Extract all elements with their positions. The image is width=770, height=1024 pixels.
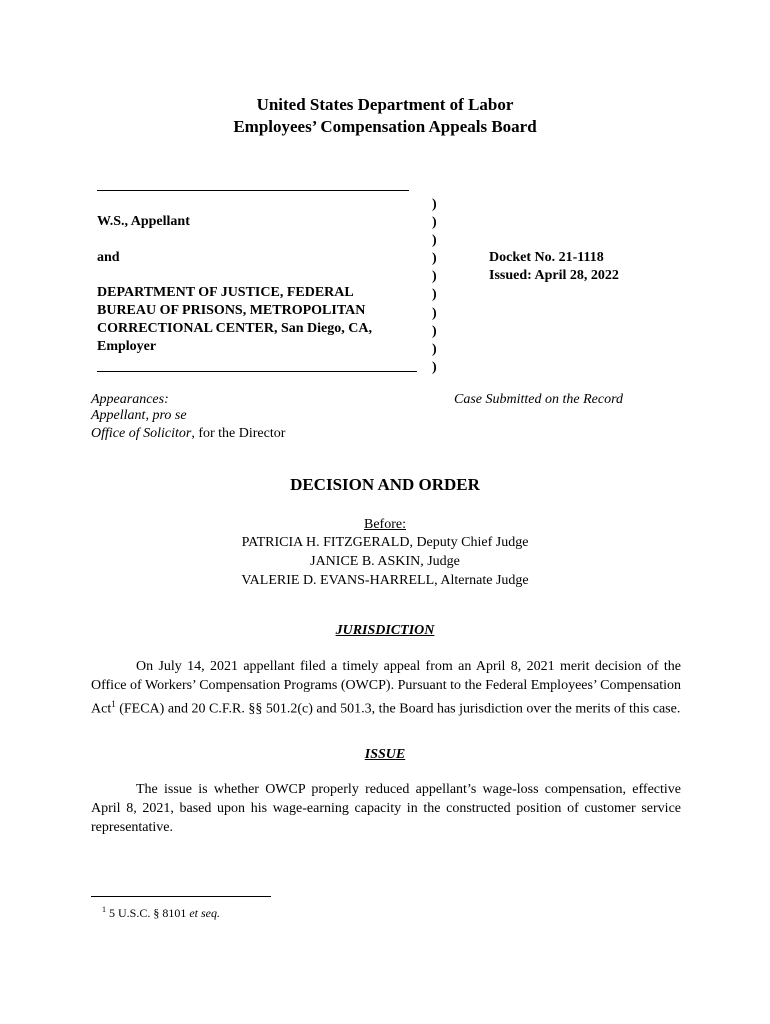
jurisdiction-text-b: (FECA) and 20 C.F.R. §§ 501.2(c) and 501.3, the Board has jurisdiction over the merits of this case.: [115, 701, 681, 717]
judge-3: VALERIE D. EVANS-HARRELL, Alternate Judge: [241, 573, 529, 588]
case-submitted-note: Case Submitted on the Record: [454, 392, 624, 407]
and-label: and: [97, 250, 120, 265]
appellant-name: W.S., Appellant: [97, 214, 190, 229]
issued-date: Issued: April 28, 2022: [489, 268, 619, 283]
caption-parentheses: [432, 196, 437, 377]
paren: ): [432, 341, 437, 357]
paren: ): [432, 305, 437, 321]
footnote-ref: 1: [111, 699, 116, 709]
employer-line-1: DEPARTMENT OF JUSTICE, FEDERAL: [97, 285, 354, 300]
paren: ): [432, 359, 437, 375]
paren: ): [432, 323, 437, 339]
jurisdiction-heading: JURISDICTION: [335, 623, 435, 638]
footnote-et-seq: et seq.: [189, 906, 220, 920]
paren: ): [432, 233, 437, 249]
solicitor-office: Office of Solicitor: [91, 426, 192, 441]
issue-paragraph: The issue is whether OWCP properly reduced appellant’s wage-loss compensation, effective April 8, 2021, based upon his wage-earning capacity in the constructed position of customer service representative.: [91, 782, 681, 835]
paren: ): [432, 197, 437, 212]
docket-number: Docket No. 21-1118: [489, 250, 604, 265]
judges-list: [0, 533, 770, 590]
jurisdiction-text-a: On July 14, 2021 appellant filed a timely appeal from an April 8, 2021 merit decision of the Office of Workers’ Compensation Programs (OWCP). Pursuant to the Federal Employees’ Compensation Act: [91, 659, 681, 717]
employer-line-2: BUREAU OF PRISONS, METROPOLITAN: [97, 303, 366, 318]
footnote-1: [102, 902, 220, 921]
employer-line-4: Employer: [97, 339, 157, 354]
employer-block: [97, 284, 427, 356]
appearance-appellant: [91, 407, 187, 425]
paren: ): [432, 269, 437, 285]
pro-se: , pro se: [145, 408, 187, 423]
caption-top-rule: [97, 190, 409, 191]
footnote-text: 5 U.S.C. § 8101: [109, 906, 190, 920]
judge-1: PATRICIA H. FITZGERALD, Deputy Chief Judge: [241, 535, 529, 550]
footnote-rule: [91, 896, 271, 897]
before-label: Before:: [364, 517, 406, 532]
caption-bottom-rule: [97, 371, 417, 372]
judge-2: JANICE B. ASKIN, Judge: [310, 554, 460, 569]
agency-title: United States Department of Labor: [256, 95, 514, 114]
appearances-label: Appearances:: [91, 392, 169, 407]
solicitor-role: , for the Director: [191, 426, 286, 441]
appearance-solicitor: [91, 425, 285, 443]
employer-line-3: CORRECTIONAL CENTER, San Diego, CA,: [97, 321, 372, 336]
board-title: Employees’ Compensation Appeals Board: [233, 117, 537, 136]
issue-heading: ISSUE: [364, 747, 406, 762]
appellant-role: Appellant: [91, 408, 146, 423]
paren: ): [432, 251, 437, 267]
decision-title: DECISION AND ORDER: [290, 475, 480, 494]
footnote-number: 1: [102, 905, 106, 914]
paren: ): [432, 215, 437, 231]
paren: ): [432, 287, 437, 303]
jurisdiction-paragraph: [91, 657, 681, 719]
